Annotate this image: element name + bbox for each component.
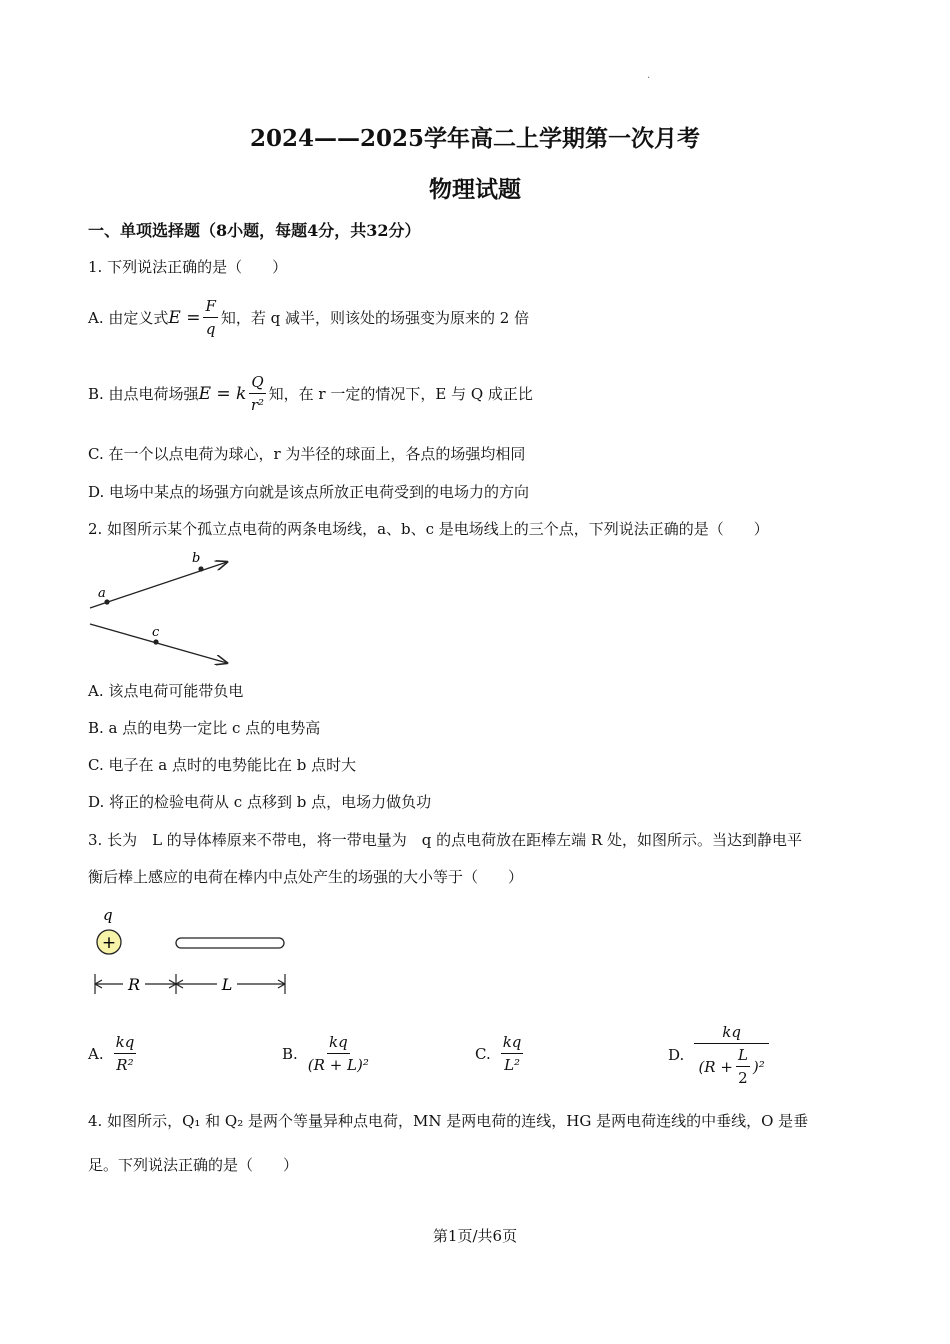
q3-d-numerator: kq bbox=[694, 1022, 769, 1044]
q1-a-fraction bbox=[203, 296, 217, 339]
q3-a-numerator: kq bbox=[114, 1032, 137, 1054]
q3-label-R: R bbox=[127, 975, 141, 994]
q2-point-b bbox=[198, 566, 203, 571]
q3-d-den-pre: (R + bbox=[698, 1057, 733, 1076]
q3-c-denominator: L² bbox=[504, 1056, 521, 1074]
q2-label-b: b bbox=[192, 551, 201, 566]
q4-stem-line2: 足。下列说法正确的是（ ） bbox=[88, 1156, 299, 1174]
q3-rod-figure bbox=[85, 904, 295, 999]
q3-conductor-rod bbox=[176, 938, 284, 948]
q2-stem: 2. 如图所示某个孤立点电荷的两条电场线，a、b、c 是电场线上的三个点，下列说法正确的是（ ） bbox=[88, 520, 769, 538]
q3-label-L: L bbox=[221, 975, 233, 994]
q3-option-b bbox=[282, 1032, 372, 1075]
q3-stem-line1: 3. 长为 L 的导体棒原来不带电，将一带电量为 q 的点电荷放在距棒左端 R 处，如图所示。当达到静电平 bbox=[88, 831, 803, 849]
q3-b-label: B. bbox=[282, 1044, 298, 1063]
q3-option-d bbox=[668, 1022, 772, 1088]
q1-b-denominator: r² bbox=[250, 396, 265, 414]
q3-d-den-post: )² bbox=[752, 1057, 765, 1076]
q3-d-den-frac-den: 2 bbox=[738, 1069, 748, 1087]
q1-option-c: C. 在一个以点电荷为球心，r 为半径的球面上，各点的场强均相同 bbox=[88, 445, 526, 463]
q3-b-fraction bbox=[308, 1032, 369, 1075]
q1-b-fraction bbox=[249, 372, 265, 415]
q2-point-c bbox=[153, 639, 158, 644]
q3-option-a bbox=[88, 1032, 139, 1075]
q3-label-q: q bbox=[103, 906, 113, 924]
q2-option-d: D. 将正的检验电荷从 c 点移到 b 点，电场力做负功 bbox=[88, 793, 432, 811]
q4-stem-line1: 4. 如图所示，Q₁ 和 Q₂ 是两个等量异种点电荷，MN 是两电荷的连线，HG 是两电荷连线的中垂线，O 是垂 bbox=[88, 1112, 809, 1130]
q3-b-denominator: (R + L)² bbox=[307, 1056, 369, 1074]
q3-arrow-l-right bbox=[237, 980, 285, 988]
q1-a-numerator: F bbox=[203, 296, 217, 318]
q3-arrow-r-right bbox=[145, 980, 176, 988]
q1-option-a bbox=[88, 296, 529, 339]
q3-c-label: C. bbox=[475, 1044, 491, 1063]
q2-option-a: A. 该点电荷可能带负电 bbox=[88, 682, 244, 700]
q1-option-d: D. 电场中某点的场强方向就是该点所放正电荷受到的电场力的方向 bbox=[88, 483, 530, 501]
q3-a-fraction bbox=[114, 1032, 137, 1075]
q3-c-numerator: kq bbox=[501, 1032, 524, 1054]
q1-b-prefix: B. 由点电荷场强 bbox=[88, 385, 199, 403]
q3-a-label: A. bbox=[88, 1044, 104, 1063]
section-heading: 一、单项选择题（8小题，每题4分，共32分） bbox=[88, 221, 421, 240]
q3-stem-line2: 衡后棒上感应的电荷在棒内中点处产生的场强的大小等于（ ） bbox=[88, 868, 524, 886]
q1-a-formula-lhs: E = bbox=[168, 307, 201, 328]
exam-title: 2024——2025学年高二上学期第一次月考 bbox=[249, 125, 701, 152]
q3-d-den-fraction bbox=[736, 1045, 750, 1088]
q3-option-c bbox=[475, 1032, 526, 1075]
q1-b-numerator: Q bbox=[249, 372, 265, 394]
q1-option-b bbox=[88, 372, 533, 415]
q1-b-formula-lhs: E = k bbox=[198, 383, 247, 404]
q3-c-fraction bbox=[501, 1032, 524, 1075]
q3-a-denominator: R² bbox=[116, 1056, 134, 1074]
q2-field-lines-figure bbox=[85, 548, 245, 670]
q3-d-denominator bbox=[698, 1044, 764, 1088]
exam-subtitle: 物理试题 bbox=[429, 176, 521, 203]
q2-field-line-upper bbox=[90, 562, 227, 608]
q2-option-c: C. 电子在 a 点时的电势能比在 b 点时大 bbox=[88, 756, 357, 774]
q3-plus-sign: + bbox=[101, 933, 117, 953]
q1-stem: 1. 下列说法正确的是（ ） bbox=[88, 258, 288, 276]
q1-a-text: 知，若 q 减半，则该处的场强变为原来的 2 倍 bbox=[220, 309, 530, 327]
page-footer: 第1页/共6页 bbox=[432, 1227, 518, 1245]
q1-b-text: 知，在 r 一定的情况下，E 与 Q 成正比 bbox=[268, 385, 533, 403]
q2-label-c: c bbox=[152, 625, 160, 640]
q3-arrow-l-left bbox=[176, 980, 217, 988]
q2-option-b: B. a 点的电势一定比 c 点的电势高 bbox=[88, 719, 321, 737]
q3-d-fraction bbox=[694, 1022, 769, 1088]
header-mark: . bbox=[647, 70, 651, 81]
q2-label-a: a bbox=[98, 586, 106, 601]
q1-a-prefix: A. 由定义式 bbox=[88, 309, 169, 327]
q3-b-numerator: kq bbox=[327, 1032, 350, 1054]
q3-d-label: D. bbox=[668, 1046, 685, 1064]
q3-d-den-frac-num: L bbox=[736, 1045, 750, 1067]
q1-a-denominator: q bbox=[205, 320, 216, 338]
q3-arrow-r-left bbox=[95, 980, 123, 988]
